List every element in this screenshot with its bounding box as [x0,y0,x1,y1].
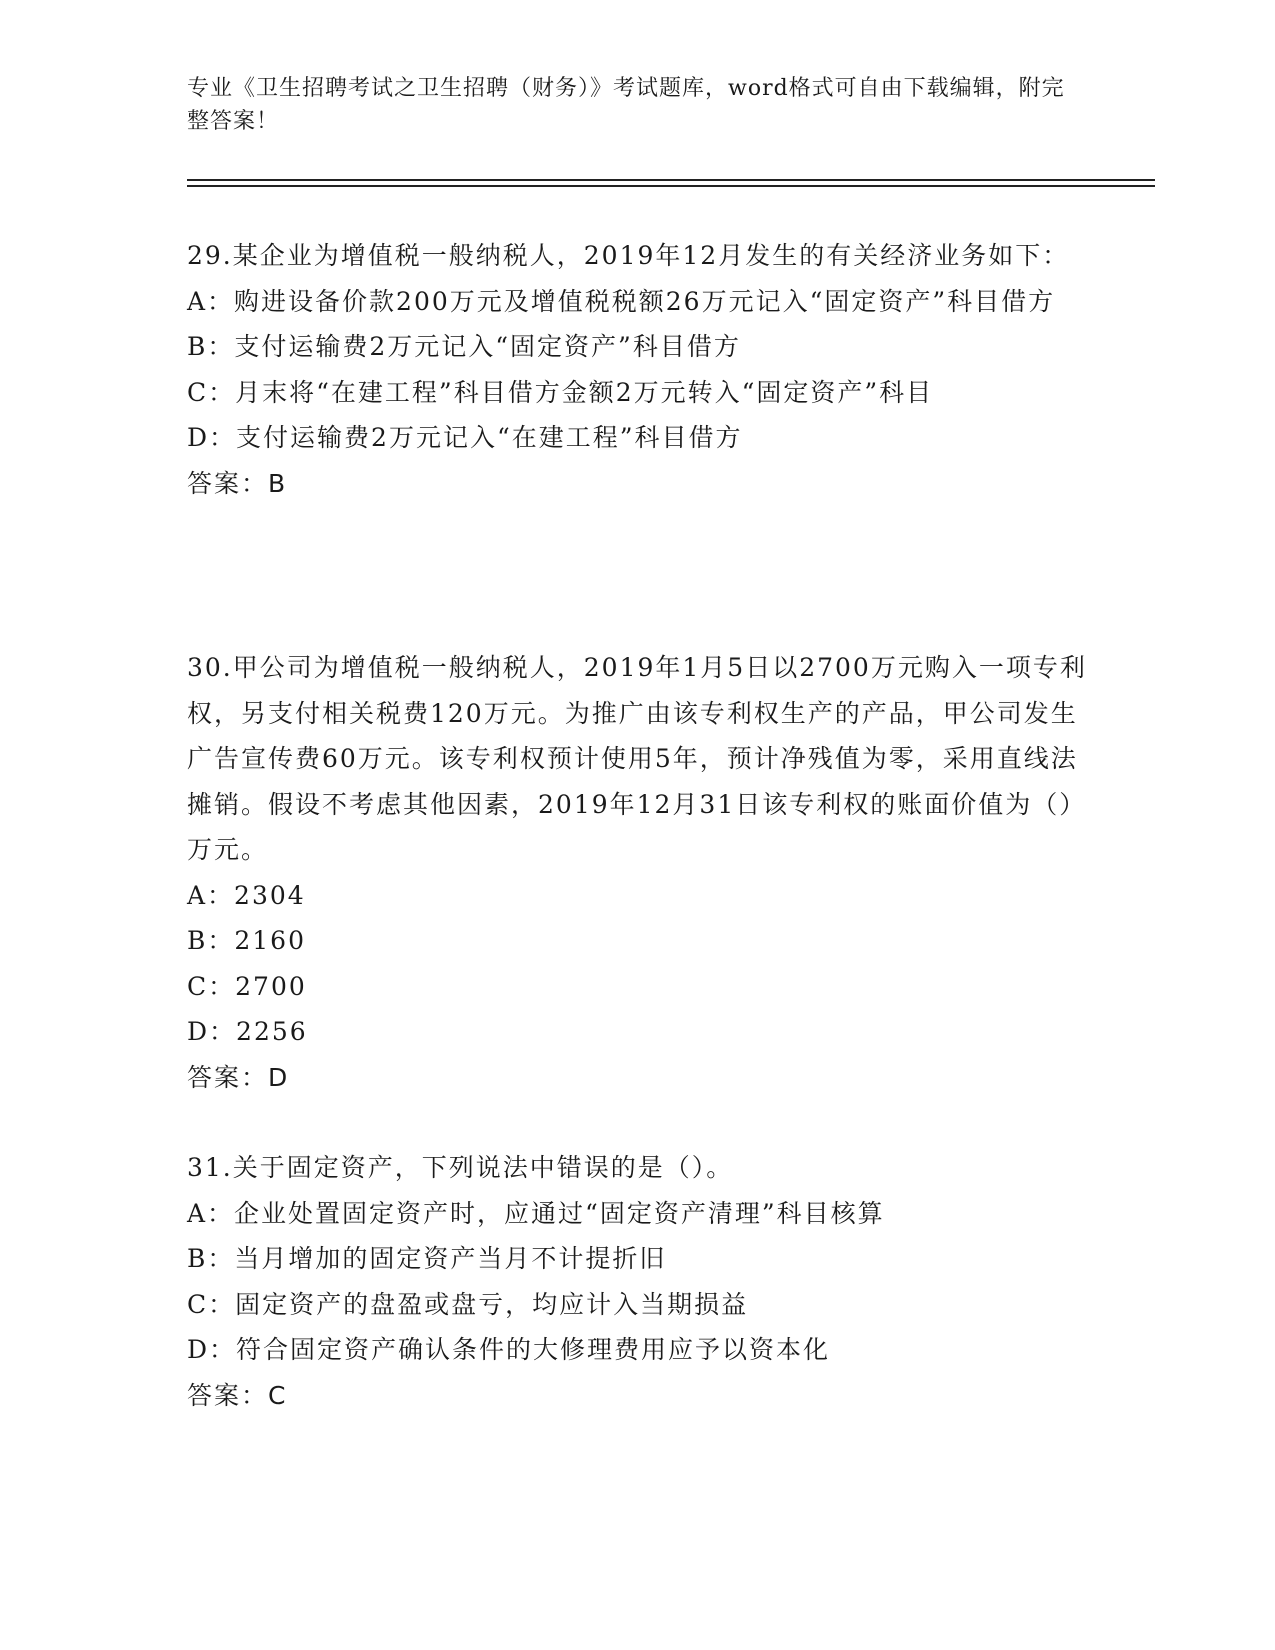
document-header: 专业《卫生招聘考试之卫生招聘（财务）》考试题库，word格式可自由下载编辑，附完整答案！ [187,76,1065,134]
header-divider-top [187,179,1155,181]
option-d: D：2256 [187,1017,308,1046]
option-b: B：支付运输费2万元记入“固定资产”科目借方 [187,332,741,361]
question-30 [187,645,1087,1100]
question-text: 31.关于固定资产，下列说法中错误的是（）。 [187,1153,734,1182]
answer: 答案：D [187,1062,290,1092]
option-c: C：月末将“在建工程”科目借方金额2万元转入“固定资产”科目 [187,377,934,407]
question-31 [187,1145,1087,1418]
option-c: C：2700 [187,971,307,1001]
option-d: D：支付运输费2万元记入“在建工程”科目借方 [187,423,743,452]
answer: 答案：C [187,1380,288,1410]
option-a: A：企业处置固定资产时，应通过“固定资产清理”科目核算 [187,1198,885,1228]
option-d: D：符合固定资产确认条件的大修理费用应予以资本化 [187,1335,831,1364]
option-c: C：固定资产的盘盈或盘亏，均应计入当期损益 [187,1289,749,1319]
answer: 答案：B [187,468,288,498]
option-a: A：2304 [187,880,306,910]
question-text: 30.甲公司为增值税一般纳税人，2019年1月5日以2700万元购入一项专利权，另支付相关税费120万元。为推广由该专利权生产的产品，甲公司发生广告宣传费60万元。该专利权预计使用5年，预计净残值为零，采用直线法摊销。假设不考虑其他因素，2019年12月31日该专利权的账面价值为（）万元。 [187,653,1087,864]
header-divider-bottom [187,185,1155,187]
option-b: B：当月增加的固定资产当月不计提折旧 [187,1244,667,1273]
question-29 [187,233,1087,506]
option-a: A：购进设备价款200万元及增值税税额26万元记入“固定资产”科目借方 [187,286,1056,316]
question-text: 29.某企业为增值税一般纳税人，2019年12月发生的有关经济业务如下： [187,241,1070,270]
option-b: B：2160 [187,926,306,955]
